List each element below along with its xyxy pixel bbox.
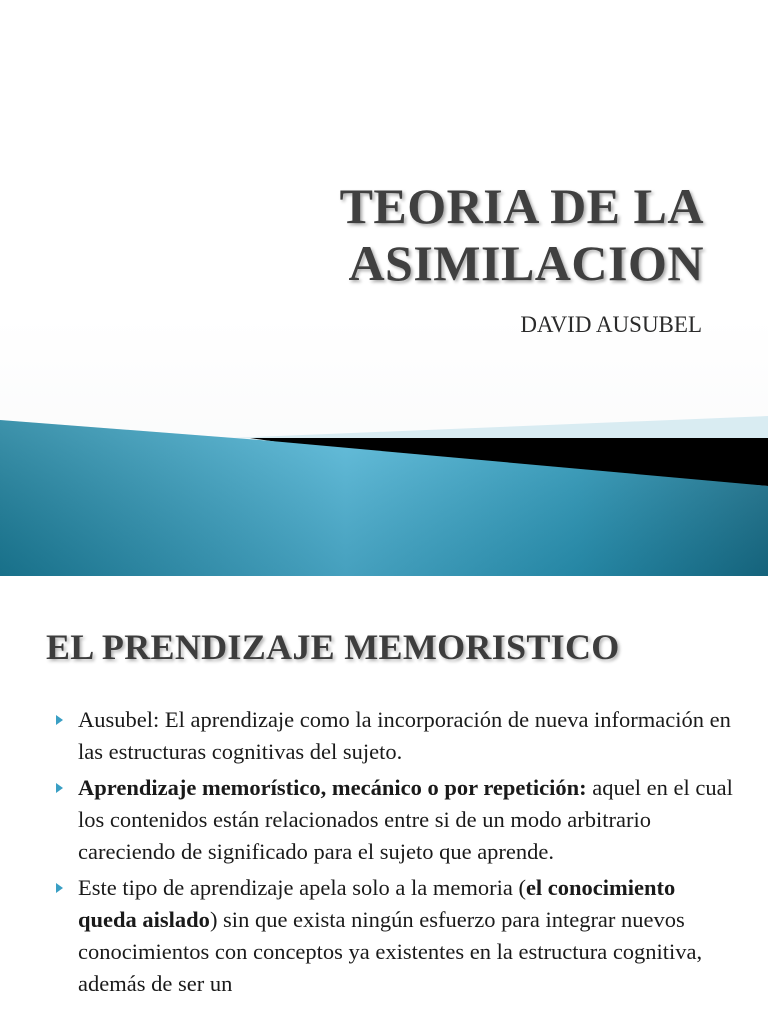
slide-title-line-1: TEORIA DE LA <box>339 178 704 234</box>
content-slide-title: EL PRENDIZAJE MEMORISTICO <box>46 627 620 667</box>
bullet-text: aquel en el cual los contenidos están relacionados entre si de un modo arbitrario careciendo de significado para el sujeto que aprende. <box>78 775 733 864</box>
decorative-swoosh <box>0 410 768 576</box>
content-slide <box>0 576 768 1024</box>
slide-title <box>184 178 704 292</box>
triangle-right-icon <box>56 783 63 793</box>
bullet-text: Este tipo de aprendizaje apela solo a la memoria ( <box>78 875 526 900</box>
bullet-item <box>55 772 735 868</box>
bullet-item <box>55 872 735 1000</box>
bullet-bold-text: Aprendizaje memorístico, mecánico o por repetición: <box>78 775 587 800</box>
swoosh-pale-band <box>230 416 768 440</box>
bullet-text: ) sin que exista ningún esfuerzo para integrar nuevos conocimientos con conceptos ya existentes en la estructura cognitiva, además de ser un <box>78 907 703 996</box>
bullet-item <box>55 704 735 768</box>
triangle-right-icon <box>56 883 63 893</box>
bullet-bold-text: el conocimiento queda aislado <box>78 875 676 932</box>
slide-title-line-2: ASIMILACION <box>348 235 704 291</box>
bullet-list <box>55 704 735 1004</box>
bullet-text: Ausubel: El aprendizaje como la incorporación de nueva información en las estructuras cognitivas del sujeto. <box>78 707 731 764</box>
slide-subtitle: DAVID AUSUBEL <box>520 312 702 337</box>
triangle-right-icon <box>56 715 63 725</box>
